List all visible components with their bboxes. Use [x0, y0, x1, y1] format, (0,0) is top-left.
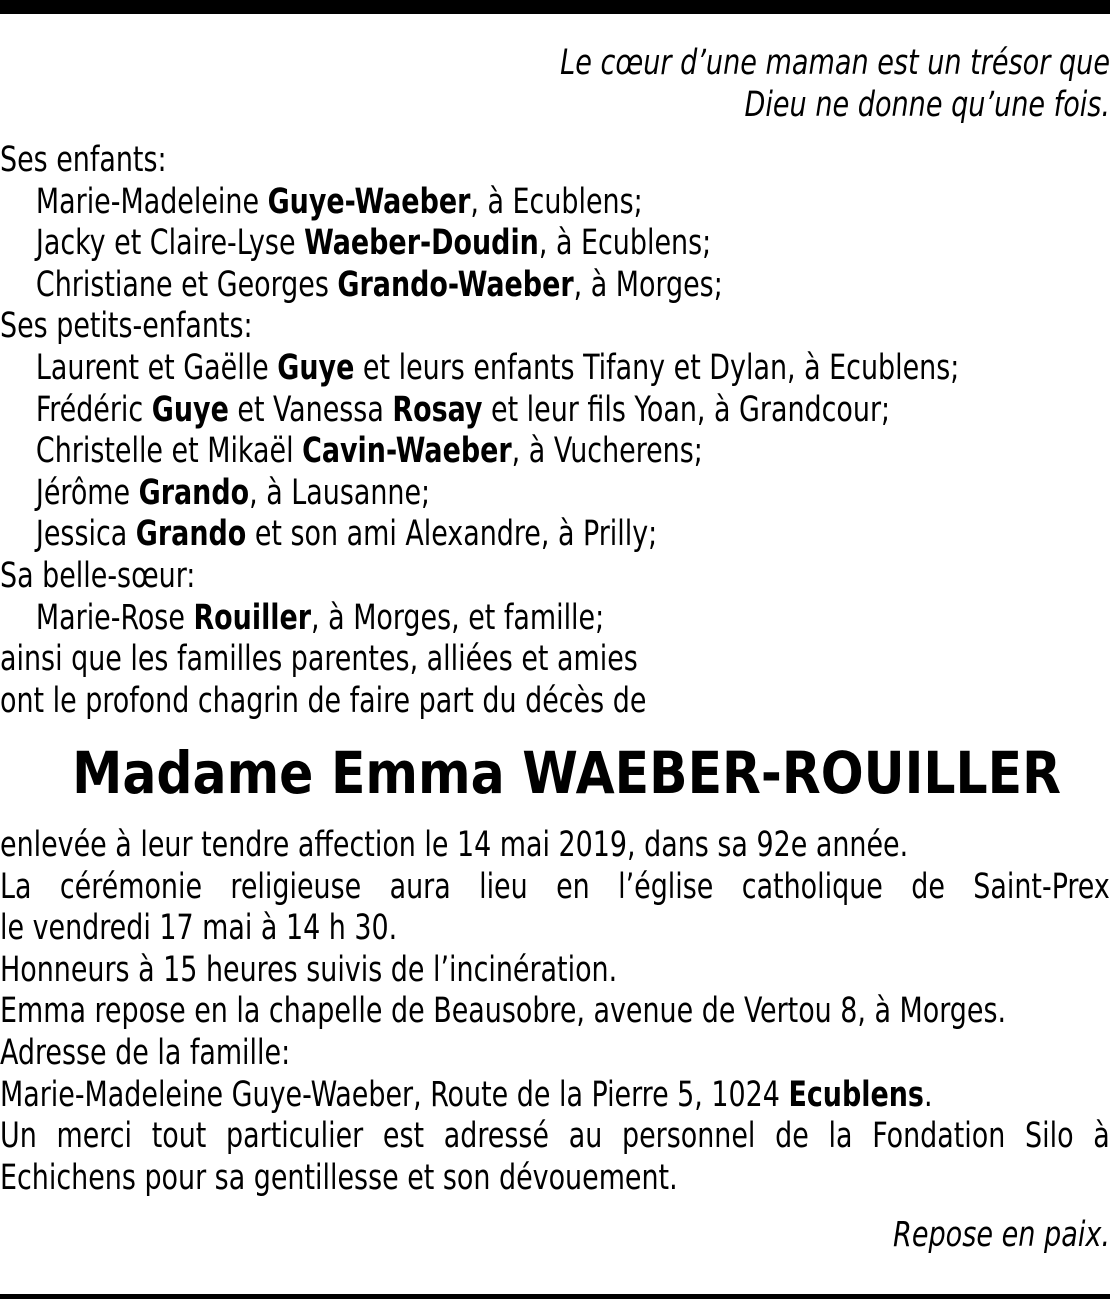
children-heading: Ses enfants: [0, 140, 167, 180]
mourner-first-names: Christiane et Georges [35, 264, 338, 305]
family-address [0, 1075, 1110, 1117]
mourner-surname: Grando [138, 472, 250, 513]
death-date-line: enlevée à leur tendre affection le 14 mai 2019, dans sa 92e année. [0, 825, 909, 865]
mourner-location: et leurs enfants Tifany et Dylan, à Ecublens; [354, 347, 960, 388]
address-heading: Adresse de la famille: [0, 1032, 291, 1073]
mourner-line [0, 473, 1110, 515]
address-period: . [923, 1074, 933, 1115]
mourner-partner-names: et Vanessa [228, 389, 393, 430]
mourner-line [0, 182, 1110, 224]
closing-phrase: Repose en paix. [893, 1215, 1110, 1255]
ceremony-line: La cérémonie religieuse aura lieu en l’église catholique de Saint-Prex [0, 866, 1110, 907]
top-rule [0, 0, 1110, 14]
deceased-name: Madame Emma WAEBER-ROUILLER [72, 739, 1061, 807]
chapel-line: Emma repose en la chapelle de Beausobre, avenue de Vertou 8, à Morges. [0, 991, 1007, 1032]
mourner-line [0, 514, 1110, 556]
mourner-first-names: Marie-Rose [35, 597, 194, 638]
mourner-partner-surname: Rosay [392, 389, 483, 430]
epigraph-line-2: Dieu ne donne qu’une fois. [744, 85, 1110, 125]
mourner-location: et son ami Alexandre, à Prilly; [246, 514, 658, 555]
mourner-surname: Cavin-Waeber [302, 431, 512, 472]
mourner-location: , à Lausanne; [249, 472, 431, 513]
mourner-surname: Waeber-Doudin [304, 223, 539, 264]
mourner-line [0, 348, 1110, 390]
mourner-surname: Guye [277, 347, 355, 388]
mourner-first-names: Christelle et Mikaël [35, 431, 303, 472]
mourner-surname: Guye [151, 389, 229, 430]
epigraph-quote [422, 42, 1110, 126]
mourner-location: , à Ecublens; [470, 181, 643, 222]
mourner-line [0, 390, 1110, 432]
honors-line: Honneurs à 15 heures suivis de l’incinération. [0, 949, 618, 990]
mourner-surname: Guye-Waeber [267, 181, 471, 222]
funeral-details [0, 825, 1110, 1199]
mourner-line [0, 431, 1110, 473]
mourner-location: et leur fils Yoan, à Grandcour; [482, 389, 891, 430]
mourner-surname: Grando [135, 514, 247, 555]
address-city: Ecublens [788, 1074, 924, 1115]
mourner-first-names: Jacky et Claire-Lyse [35, 223, 305, 264]
mourner-surname: Grando-Waeber [337, 264, 574, 305]
mourner-location: , à Ecublens; [538, 223, 712, 264]
families-line: ainsi que les familles parentes, alliées et amies [0, 639, 638, 680]
mourner-line [0, 223, 1110, 265]
announcement-line: ont le profond chagrin de faire part du décès de [0, 680, 647, 721]
mourner-location: , à Morges; [573, 264, 723, 305]
bottom-rule [0, 1294, 1110, 1299]
mourner-surname: Rouiller [193, 597, 312, 638]
ceremony-date-line: le vendredi 17 mai à 14 h 30. [0, 908, 398, 949]
grandchildren-heading: Ses petits-enfants: [0, 306, 253, 347]
address-street: Marie-Madeleine Guye-Waeber, Route de la Pierre 5, 1024 [0, 1074, 789, 1115]
mourner-location: , à Vucherens; [511, 431, 703, 472]
epigraph-line-1: Le cœur d’une maman est un trésor que [560, 43, 1110, 83]
mourner-line [0, 598, 1110, 640]
mourner-first-names: Frédéric [35, 389, 152, 430]
mourner-first-names: Laurent et Gaëlle [35, 347, 278, 388]
mourner-first-names: Jessica [35, 514, 136, 555]
sister-in-law-heading: Sa belle-sœur: [0, 555, 196, 596]
mourner-line [0, 265, 1110, 307]
mourner-first-names: Jérôme [35, 472, 139, 513]
thanks-line-end: Echichens pour sa gentillesse et son dévouement. [0, 1157, 678, 1198]
mourner-location: , à Morges, et famille; [311, 597, 605, 638]
mourners-list [0, 140, 1110, 722]
thanks-line: Un merci tout particulier est adressé au personnel de la Fondation Silo à [0, 1116, 1110, 1157]
mourner-first-names: Marie-Madeleine [35, 181, 268, 222]
